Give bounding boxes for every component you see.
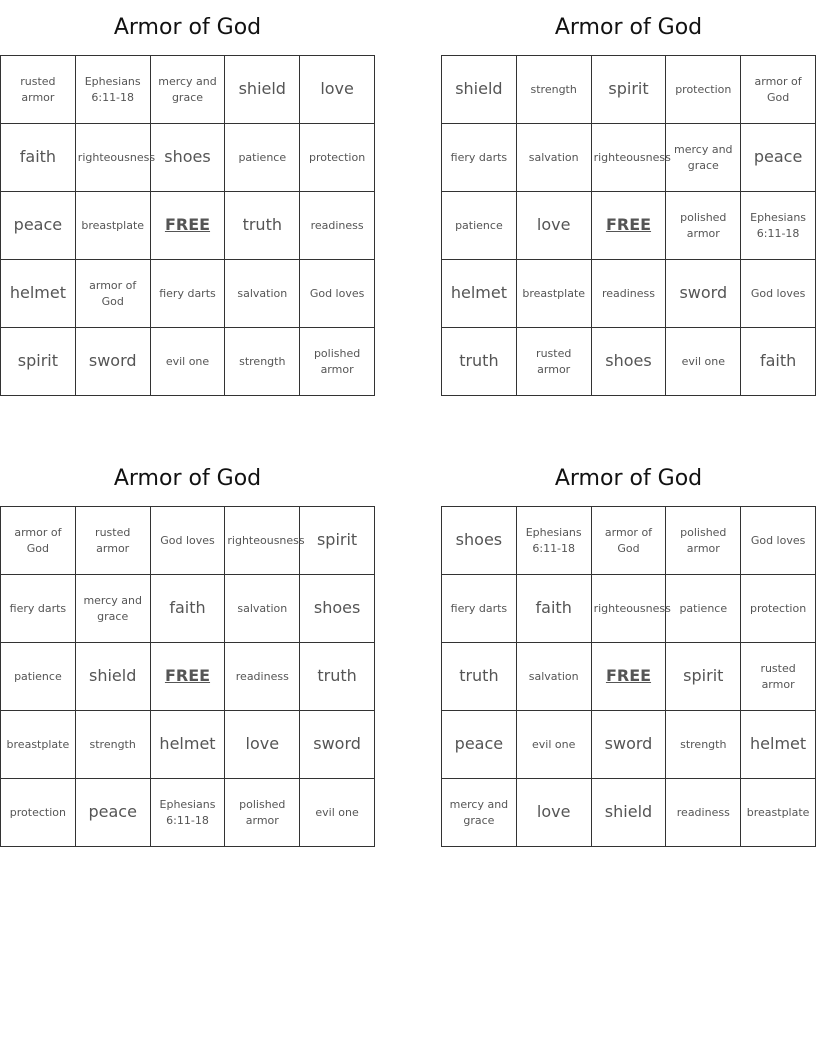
bingo-cell: Ephesians 6:11-18 xyxy=(75,56,150,124)
bingo-cell: protection xyxy=(666,56,741,124)
bingo-cell: salvation xyxy=(516,643,591,711)
bingo-cell: faith xyxy=(1,124,76,192)
bingo-cell: strength xyxy=(666,711,741,779)
grid-row xyxy=(1,575,375,643)
grid-row xyxy=(442,643,816,711)
bingo-cell: sword xyxy=(591,711,666,779)
grid-row xyxy=(442,575,816,643)
card-title: Armor of God xyxy=(554,466,703,491)
bingo-cell: love xyxy=(300,56,375,124)
bingo-cell: love xyxy=(225,711,300,779)
bingo-cell: God loves xyxy=(150,507,225,575)
grid-row xyxy=(1,711,375,779)
bingo-cell: readiness xyxy=(225,643,300,711)
bingo-cell: armor of God xyxy=(75,260,150,328)
bingo-cell: truth xyxy=(225,192,300,260)
bingo-card-2 xyxy=(441,0,816,396)
bingo-cell: patience xyxy=(1,643,76,711)
bingo-cell: love xyxy=(516,192,591,260)
bingo-cell: salvation xyxy=(225,260,300,328)
bingo-cell: love xyxy=(516,779,591,847)
bingo-cell: evil one xyxy=(150,328,225,396)
bingo-cell: spirit xyxy=(591,56,666,124)
bingo-cell: God loves xyxy=(741,260,816,328)
card-title: Armor of God xyxy=(113,15,262,40)
bingo-cell: shield xyxy=(225,56,300,124)
bingo-cell: salvation xyxy=(225,575,300,643)
grid-row xyxy=(1,328,375,396)
bingo-cell: shield xyxy=(591,779,666,847)
bingo-cell: polished armor xyxy=(300,328,375,396)
bingo-cell: shoes xyxy=(442,507,517,575)
grid-row xyxy=(1,124,375,192)
bingo-cell: helmet xyxy=(1,260,76,328)
grid-row xyxy=(442,779,816,847)
free-space: FREE xyxy=(150,192,225,260)
bingo-cell: God loves xyxy=(300,260,375,328)
bingo-cell: mercy and grace xyxy=(666,124,741,192)
bingo-cell: peace xyxy=(1,192,76,260)
bingo-cell: readiness xyxy=(666,779,741,847)
grid-row xyxy=(1,56,375,124)
bingo-cell: faith xyxy=(516,575,591,643)
bingo-cell: strength xyxy=(75,711,150,779)
grid-row xyxy=(442,124,816,192)
bingo-cell: armor of God xyxy=(591,507,666,575)
grid-row xyxy=(1,643,375,711)
bingo-cell: spirit xyxy=(300,507,375,575)
bingo-cell: helmet xyxy=(442,260,517,328)
bingo-cell: sword xyxy=(75,328,150,396)
grid-row xyxy=(1,507,375,575)
bingo-cell: protection xyxy=(1,779,76,847)
bingo-cell: fiery darts xyxy=(150,260,225,328)
bingo-cell: peace xyxy=(75,779,150,847)
bingo-cell: patience xyxy=(666,575,741,643)
bingo-cell: rusted armor xyxy=(1,56,76,124)
grid-row xyxy=(442,507,816,575)
bingo-cell: sword xyxy=(666,260,741,328)
bingo-cell: spirit xyxy=(666,643,741,711)
bingo-cell: God loves xyxy=(741,507,816,575)
bingo-grid xyxy=(0,506,375,847)
bingo-cell: protection xyxy=(741,575,816,643)
grid-row xyxy=(1,260,375,328)
free-space: FREE xyxy=(591,643,666,711)
bingo-cell: righteousness xyxy=(591,575,666,643)
bingo-cell: readiness xyxy=(300,192,375,260)
bingo-cell: breastplate xyxy=(75,192,150,260)
grid-row xyxy=(1,192,375,260)
bingo-cell: breastplate xyxy=(516,260,591,328)
bingo-cell: mercy and grace xyxy=(442,779,517,847)
bingo-cell: polished armor xyxy=(225,779,300,847)
bingo-cell: fiery darts xyxy=(442,575,517,643)
bingo-cell: helmet xyxy=(150,711,225,779)
card-title: Armor of God xyxy=(554,15,703,40)
bingo-grid xyxy=(441,55,816,396)
bingo-cell: righteousness xyxy=(225,507,300,575)
bingo-cell: fiery darts xyxy=(442,124,517,192)
bingo-cell: protection xyxy=(300,124,375,192)
bingo-cell: truth xyxy=(300,643,375,711)
bingo-cell: armor of God xyxy=(741,56,816,124)
bingo-cell: rusted armor xyxy=(516,328,591,396)
bingo-card-4 xyxy=(441,451,816,847)
bingo-cell: Ephesians 6:11-18 xyxy=(741,192,816,260)
bingo-cell: polished armor xyxy=(666,507,741,575)
bingo-cell: breastplate xyxy=(1,711,76,779)
grid-row xyxy=(442,328,816,396)
bingo-cell: readiness xyxy=(591,260,666,328)
grid-row xyxy=(1,779,375,847)
bingo-cell: breastplate xyxy=(741,779,816,847)
bingo-cell: strength xyxy=(516,56,591,124)
bingo-cell: mercy and grace xyxy=(150,56,225,124)
bingo-cell: peace xyxy=(442,711,517,779)
bingo-cell: Ephesians 6:11-18 xyxy=(516,507,591,575)
bingo-cell: shoes xyxy=(591,328,666,396)
bingo-cell: rusted armor xyxy=(741,643,816,711)
bingo-cell: strength xyxy=(225,328,300,396)
bingo-cell: peace xyxy=(741,124,816,192)
bingo-cell: mercy and grace xyxy=(75,575,150,643)
bingo-card-3 xyxy=(0,451,375,847)
bingo-cell: polished armor xyxy=(666,192,741,260)
bingo-grid xyxy=(441,506,816,847)
bingo-cell: evil one xyxy=(516,711,591,779)
bingo-cell: truth xyxy=(442,328,517,396)
bingo-grid xyxy=(0,55,375,396)
card-title: Armor of God xyxy=(113,466,262,491)
bingo-card-1 xyxy=(0,0,375,396)
bingo-cell: righteousness xyxy=(75,124,150,192)
bingo-cell: fiery darts xyxy=(1,575,76,643)
bingo-cell: shield xyxy=(75,643,150,711)
bingo-cell: armor of God xyxy=(1,507,76,575)
bingo-cell: faith xyxy=(741,328,816,396)
bingo-cell: shoes xyxy=(150,124,225,192)
grid-row xyxy=(442,711,816,779)
bingo-cell: patience xyxy=(442,192,517,260)
grid-row xyxy=(442,260,816,328)
bingo-cell: sword xyxy=(300,711,375,779)
bingo-cell: shoes xyxy=(300,575,375,643)
bingo-cell: helmet xyxy=(741,711,816,779)
bingo-cell: shield xyxy=(442,56,517,124)
bingo-cell: righteousness xyxy=(591,124,666,192)
bingo-cell: spirit xyxy=(1,328,76,396)
bingo-cell: rusted armor xyxy=(75,507,150,575)
grid-row xyxy=(442,192,816,260)
free-space: FREE xyxy=(150,643,225,711)
bingo-cell: patience xyxy=(225,124,300,192)
free-space: FREE xyxy=(591,192,666,260)
bingo-cell: salvation xyxy=(516,124,591,192)
grid-row xyxy=(442,56,816,124)
bingo-cell: faith xyxy=(150,575,225,643)
bingo-cell: Ephesians 6:11-18 xyxy=(150,779,225,847)
bingo-cell: truth xyxy=(442,643,517,711)
bingo-cell: evil one xyxy=(666,328,741,396)
bingo-cell: evil one xyxy=(300,779,375,847)
